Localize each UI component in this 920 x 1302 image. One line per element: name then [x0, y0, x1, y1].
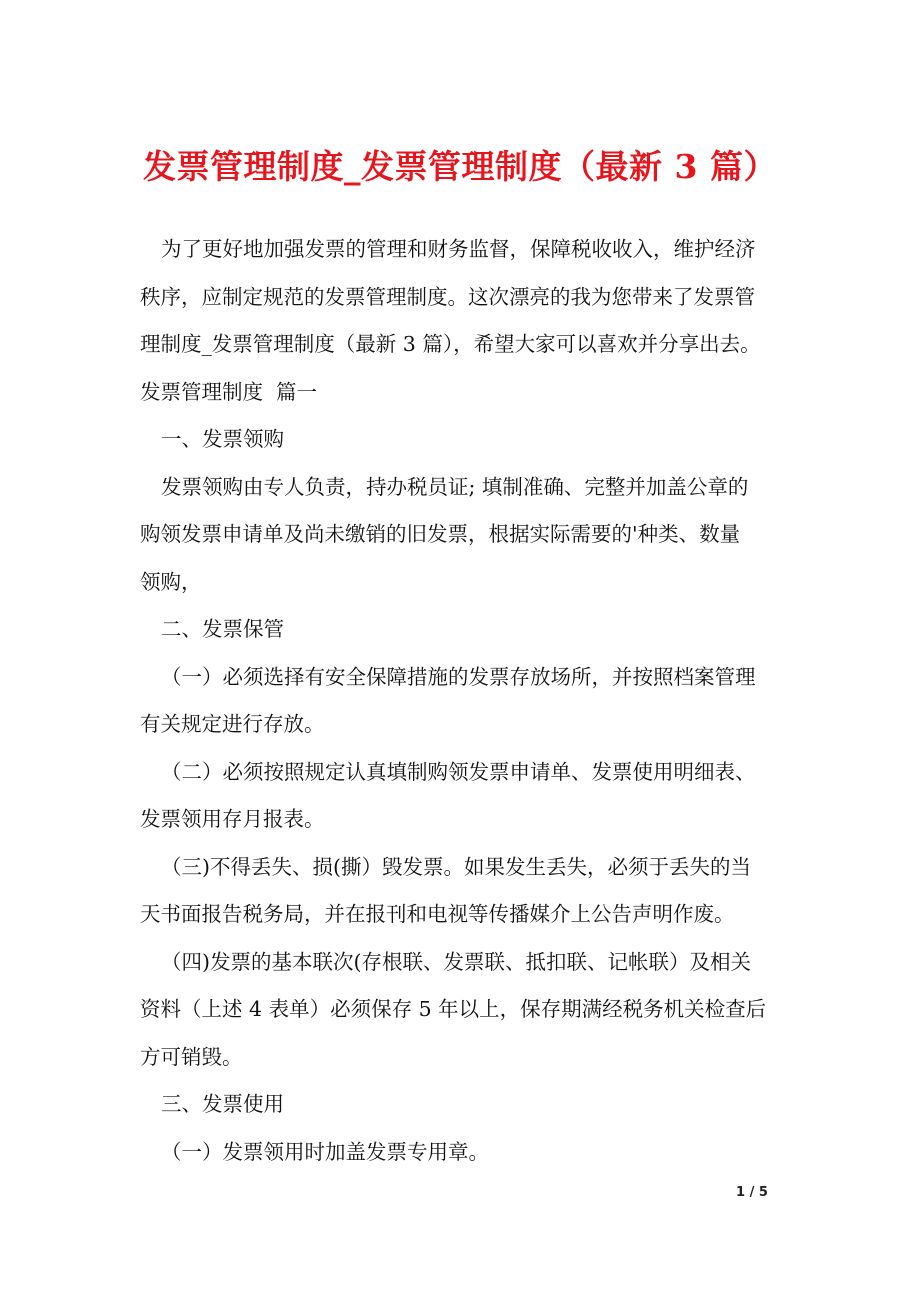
paragraph-line: 资料（上述 4 表单）必须保存 5 年以上，保存期满经税务机关检查后	[140, 997, 767, 1021]
paragraph-line: （一）必须选择有安全保障措施的发票存放场所，并按照档案管理	[161, 664, 756, 689]
paragraph-line: （四)发票的基本联次(存根联、发票联、抵扣联、记帐联）及相关	[161, 949, 751, 974]
section-heading: 发票管理制度 篇一	[140, 379, 318, 404]
paragraph-line: 发票领用存月报表。	[140, 807, 325, 831]
paragraph-line: 理制度_发票管理制度（最新 3 篇），希望大家可以喜欢并分享出去。	[140, 332, 761, 356]
paragraph-line: 发票领购由专人负责，持办税员证; 填制准确、完整并加盖公章的	[161, 474, 749, 499]
paragraph-line: 领购，	[140, 569, 202, 594]
section-heading: 三、发票使用	[161, 1092, 284, 1116]
section-heading: 二、发票保管	[161, 617, 284, 641]
document-title: 发票管理制度_发票管理制度（最新 3 篇）	[143, 147, 777, 186]
paragraph-line: （三)不得丢失、损(撕）毁发票。如果发生丢失，必须于丢失的当	[161, 854, 751, 879]
paragraph-line: 购领发票申请单及尚未缴销的旧发票，根据实际需要的'种类、数量	[140, 522, 741, 546]
paragraph-line: 有关规定进行存放。	[140, 712, 325, 736]
paragraph-line: （二）必须按照规定认真填制购领发票申请单、发票使用明细表、	[161, 759, 756, 784]
paragraph-line: 为了更好地加强发票的管理和财务监督，保障税收收入，维护经济	[161, 237, 756, 261]
paragraph-line: 秩序，应制定规范的发票管理制度。这次漂亮的我为您带来了发票管	[140, 284, 755, 309]
paragraph-line: （一）发票领用时加盖发票专用章。	[161, 1139, 489, 1164]
section-heading: 一、发票领购	[161, 427, 284, 451]
paragraph-line: 天书面报告税务局，并在报刊和电视等传播媒介上公告声明作废。	[140, 902, 735, 926]
paragraph-line: 方可销毁。	[140, 1044, 243, 1069]
document-body	[140, 226, 800, 1176]
page-number: 1 / 5	[736, 1185, 768, 1200]
